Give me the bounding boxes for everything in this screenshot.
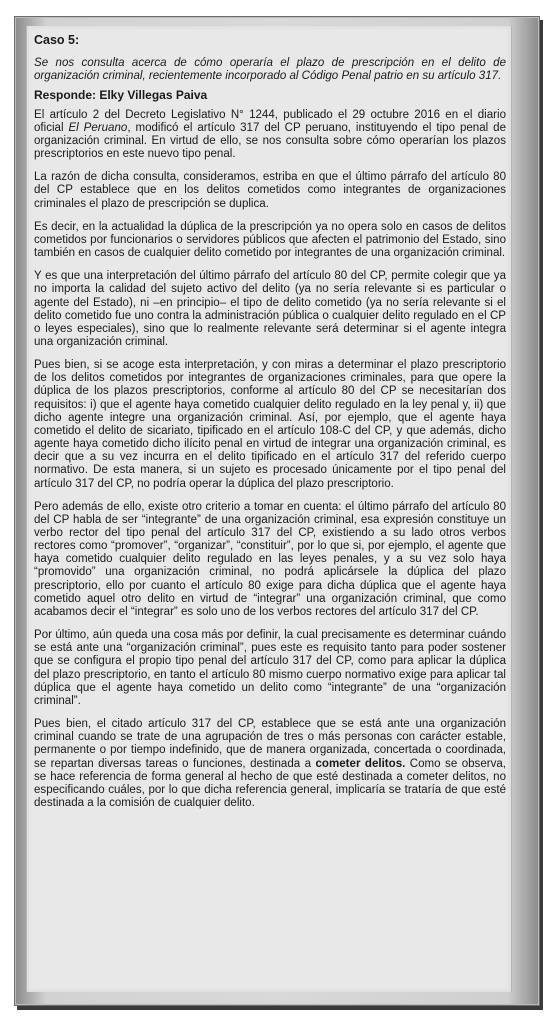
question-part1: Se nos consulta acerca de cómo operaría el plazo de prescripción en el delito de organización criminal, recientemente incorporado al Código Penal patrio en su artículo 317. (34, 57, 506, 83)
paragraph-6: Pero además de ello, existe otro criterio a tomar en cuenta: el último párrafo del artículo 80 del CP habla de ser “integrante” de una organización criminal, esa expresión constituye un verbo rector del tipo penal del artículo 317 del CP, existiendo a su lado otros verbos rectores como “promover”, “organizar”, “constituir”, por lo que si, por ejemplo, el agente que haya cometido cualquier delito regulado en las leyes penales, y a su vez solo haya “promovido” una organización criminal, no podrá aplicársele la dúplica del plazo prescriptorio, ello por cuanto el artículo 80 exige para dicha dúplica que el agente haya cometido aquel otro delito en virtud de “integrar” una organización criminal, que como acabamos decir el “integrar” es solo uno de los verbos rectores del artículo 317 del CP. (34, 500, 506, 618)
case-title: Caso 5: (34, 33, 80, 47)
paragraph-5: Pues bien, si se acoge esta interpretación, y con miras a determinar el plazo prescriptorio de los delitos cometidos por integrantes de organizaciones criminales, para que opere la dúplica de los plazos prescriptorios, conforme al artículo 80 del CP se necesitarían dos requisitos: i) que el agente haya cometido cualquier delito regulado en la ley penal y, ii) que dicho agente integre una organización criminal. Así, por ejemplo, que el agente haya cometido el delito de sicariato, tipificado en el artículo 108-C del CP, y que además, dicho agente haya cometido dicho ilícito penal en virtud de integrar una organización criminal, es decir que a su vez incurra en el delito tipificado en el artículo 317 del referido cuerpo normativo. De esta manera, si un sujeto es procesado únicamente por el tipo penal del artículo 317 del CP, no podría operar la dúplica del plazo prescriptorio. (34, 359, 506, 490)
paragraph-8-a: Pues bien, el citado artículo 317 del CP, establece que se está ante una organización criminal cuando se trate de una agrupación de tres o más personas con carácter estable, permanente o por tiempo indefinido, que de manera organizada, concertada o coordinada, se repartan diversas tareas o funciones, destinada a (34, 718, 506, 770)
paragraph-1-b: , modificó el artículo 317 del CP peruano, instituyendo el tipo penal de organización criminal. En virtud de ello, se nos consulta sobre cómo operarían los plazos prescriptorios en este nuevo tipo penal. (34, 121, 506, 161)
paragraph-8 (34, 718, 506, 810)
emphasis-cometer-delitos: cometer delitos. (315, 757, 406, 770)
newspaper-name: El Peruano (68, 121, 128, 134)
paragraph-7: Por último, aún queda una cosa más por definir, la cual precisamente es determinar cuándo se está ante una “organización criminal”, pues este es requisito tanto para poder sostener que se configura el propio tipo penal del artículo 317 del CP, como para aplicar la dúplica del plazo prescriptorio, en tanto el artículo 80 mismo cuerpo normativo exige para aplicar tal dúplica que el agente haya cometido un delito como “integrante” de una “organización criminal”. (34, 629, 506, 707)
responder-name: Responde: Elky Villegas Paiva (34, 88, 208, 103)
paragraph-1-a: El artículo 2 del Decreto Legislativo N° 1244, publicado el 29 octubre 2016 en el diario oficial (34, 108, 506, 134)
paragraph-1 (34, 109, 506, 162)
case-box (34, 34, 506, 994)
paragraph-2: La razón de dicha consulta, consideramos, estriba en que el último párrafo del artículo 80 del CP establece que en los delitos cometidos como integrantes de organizaciones criminales el plazo de prescripción se duplica. (34, 171, 506, 210)
paragraph-4: Y es que una interpretación del último párrafo del artículo 80 del CP, permite colegir que ya no importa la calidad del sujeto activo del delito (ya no sería relevante si es particular o agente del Estado), ni –en principio– el tipo de delito cometido (ya no sería relevante si el delito cometido fue uno contra la administración pública o cualquier delito regulado en el CP o leyes especiales), sino que lo realmente relevante será determinar si el agente integra una organización criminal. (34, 270, 506, 348)
paragraph-8-b: Como se observa, se hace referencia de forma general al hecho de que esté destinada a cometer delitos, no especificando cuáles, por lo que dicha referencia general, implicaría se trataría de que esté destinada a la comisión de cualquier delito. (34, 757, 506, 809)
question-text (34, 57, 506, 83)
paragraph-3: Es decir, en la actualidad la dúplica de la prescripción ya no opera solo en casos de delitos cometidos por funcionarios o servidores públicos que afecten el patrimonio del Estado, sino también en casos de cualquier delito cometido por integrantes de una organización criminal. (34, 220, 506, 260)
